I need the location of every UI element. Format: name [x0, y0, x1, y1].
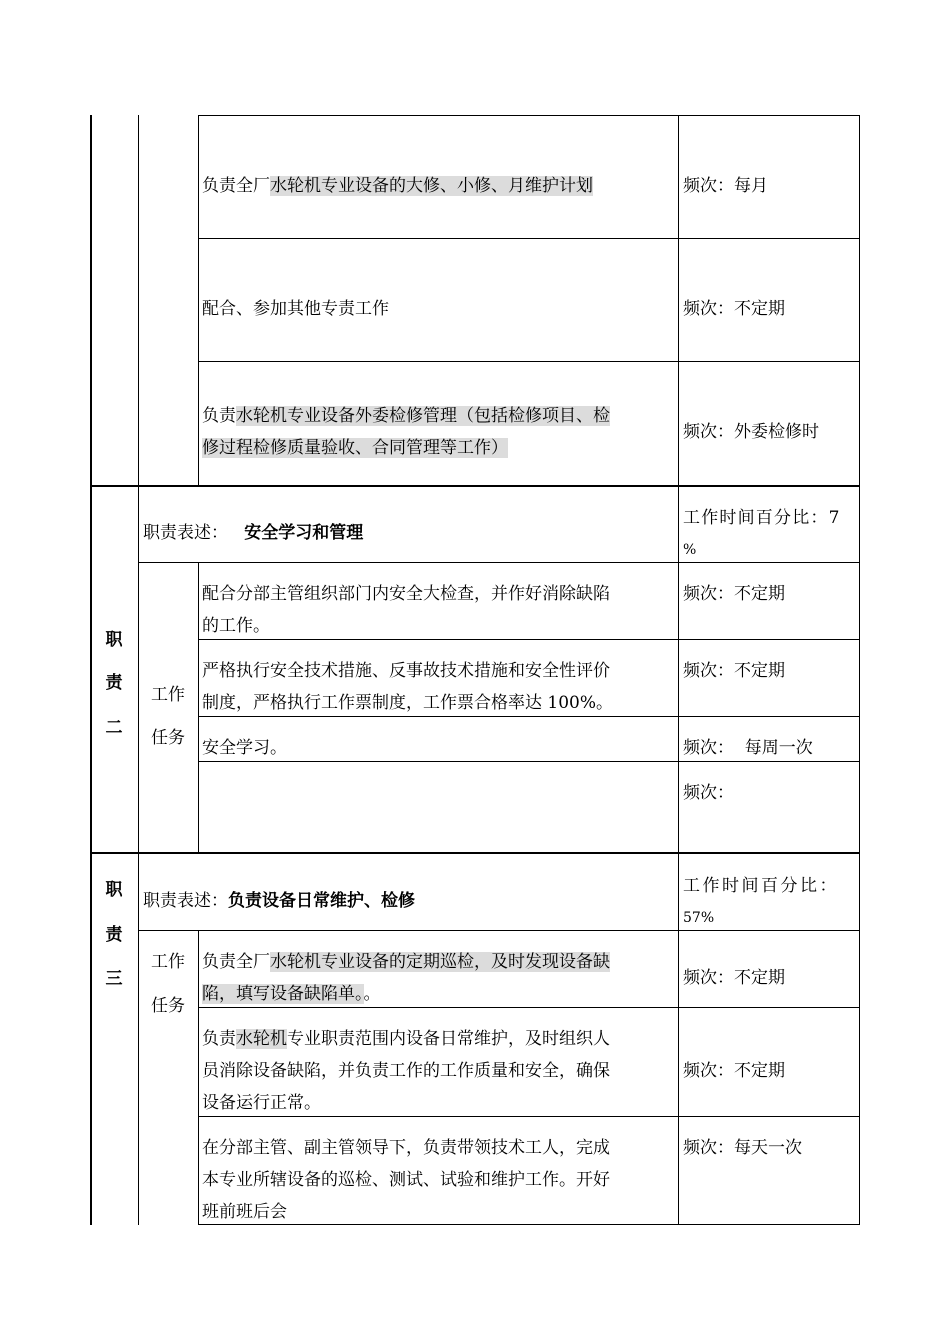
time-percentage-unit: 57% — [683, 910, 715, 926]
time-percentage: 工作时间百分比： — [683, 876, 839, 896]
task-text: 的工作。 — [202, 616, 270, 636]
task-frequency: 频次：不定期 — [683, 1061, 785, 1081]
time-percentage: 工作时间百分比：7 — [683, 508, 841, 528]
task-frequency: 频次：外委检修时 — [683, 422, 819, 442]
task-frequency: 频次： — [683, 783, 734, 803]
task-text: 严格执行安全技术措施、反事故技术措施和安全性评价 — [202, 661, 610, 681]
task-text: 安全学习。 — [202, 738, 287, 758]
task-text: 员消除设备缺陷，并负责工作的工作质量和安全，确保 — [202, 1061, 610, 1081]
task-frequency: 频次：不定期 — [683, 299, 785, 319]
task-label: 任务 — [151, 996, 185, 1016]
section-label-char: 责 — [105, 925, 123, 945]
task-text: 修过程检修质量验收、合同管理等工作） — [202, 438, 508, 458]
task-text: 制度，严格执行工作票制度，工作票合格率达 100%。 — [202, 693, 614, 713]
task-text: 负责全厂水轮机专业设备的定期巡检，及时发现设备缺 — [202, 952, 610, 972]
task-frequency: 频次：每天一次 — [683, 1138, 802, 1158]
duty-description: 职责表述：负责设备日常维护、检修 — [143, 891, 415, 911]
task-frequency: 频次：每月 — [683, 176, 768, 196]
section-label-char: 职 — [105, 880, 123, 900]
task-text: 配合、参加其他专责工作 — [202, 299, 389, 319]
task-frequency: 频次：不定期 — [683, 661, 785, 681]
task-frequency: 频次：不定期 — [683, 584, 785, 604]
task-label: 工作 — [151, 952, 185, 972]
task-text: 负责水轮机专业职责范围内设备日常维护，及时组织人 — [202, 1029, 610, 1049]
task-frequency: 频次：不定期 — [683, 968, 785, 988]
section-label-char: 二 — [105, 718, 123, 738]
task-text: 班前班后会 — [202, 1202, 287, 1222]
duty-description: 职责表述： 安全学习和管理 — [143, 523, 364, 543]
task-text: 设备运行正常。 — [202, 1093, 321, 1113]
task-text: 本专业所辖设备的巡检、测试、试验和维护工作。开好 — [202, 1170, 610, 1190]
task-frequency: 频次： 每周一次 — [683, 738, 813, 758]
task-text: 陷，填写设备缺陷单。。 — [202, 984, 381, 1004]
task-label: 任务 — [151, 728, 185, 748]
task-text: 负责水轮机专业设备外委检修管理（包括检修项目、检 — [202, 406, 610, 426]
task-text: 配合分部主管组织部门内安全大检查，并作好消除缺陷 — [202, 584, 610, 604]
time-percentage-unit: % — [683, 542, 697, 558]
task-text: 在分部主管、副主管领导下，负责带领技术工人，完成 — [202, 1138, 610, 1158]
task-text: 负责全厂水轮机专业设备的大修、小修、月维护计划 — [202, 176, 593, 196]
task-label: 工作 — [151, 685, 185, 705]
section-label-char: 三 — [105, 969, 123, 989]
section-label-char: 责 — [105, 673, 123, 693]
section-label-char: 职 — [105, 630, 123, 650]
